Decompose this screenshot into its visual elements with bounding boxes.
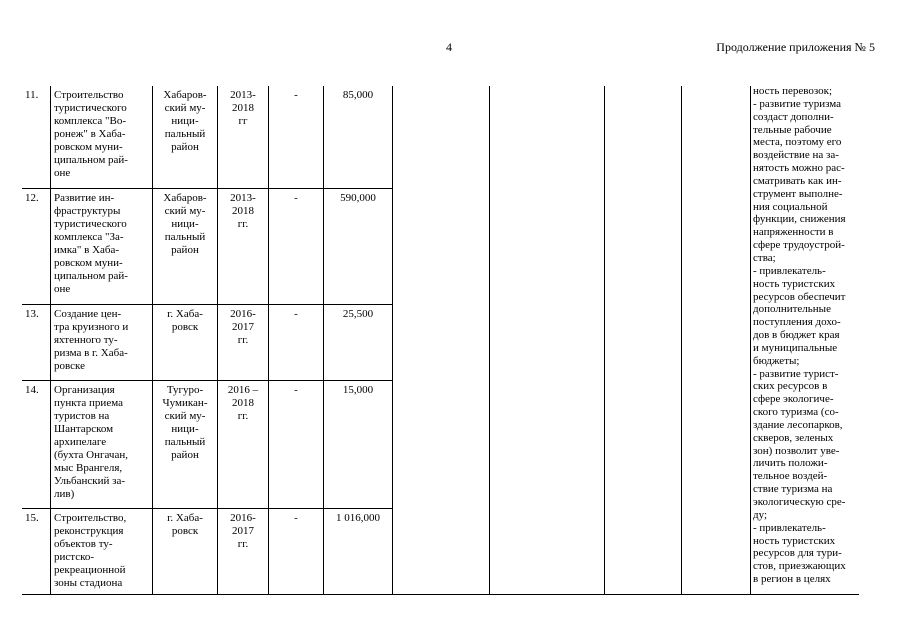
empty-cell	[682, 86, 751, 188]
empty-cell	[605, 380, 682, 508]
measure-name: Организация пункта приема туристов на Шантарском архипелаге (бухта Онгачан, мыс Врангеля, Ульбанский за- лив)	[51, 380, 153, 508]
measure-name: Строительство туристического комплекса "Во- ронеж" в Хаба- ровском муни- ципальном рай- оне	[51, 86, 153, 188]
empty-cell	[605, 86, 682, 188]
measure-cost: 590,000	[324, 188, 393, 304]
measure-years: 2016- 2017 гг.	[218, 508, 269, 594]
measure-years: 2013- 2018 гг.	[218, 188, 269, 304]
table-row	[22, 188, 859, 304]
empty-cell	[393, 188, 490, 304]
measure-dash: -	[269, 188, 324, 304]
empty-cell	[682, 188, 751, 304]
measure-place: г. Хаба- ровск	[153, 304, 218, 380]
measure-name: Развитие ин- фраструктуры туристического комплекса "За- имка" в Хаба- ровском муни- ципальном рай- оне	[51, 188, 153, 304]
empty-cell	[490, 86, 605, 188]
empty-cell	[490, 304, 605, 380]
row-number: 14.	[22, 380, 51, 508]
measure-place: Хабаров- ский му- ници- пальный район	[153, 86, 218, 188]
empty-cell	[605, 508, 682, 594]
measure-name: Создание цен- тра круизного и яхтенного ту- ризма в г. Хаба- ровске	[51, 304, 153, 380]
measure-cost: 85,000	[324, 86, 393, 188]
empty-cell	[393, 304, 490, 380]
empty-cell	[490, 508, 605, 594]
continuation-label: Продолжение приложения № 5	[716, 40, 875, 54]
measure-dash: -	[269, 304, 324, 380]
empty-cell	[682, 508, 751, 594]
table-row	[22, 508, 859, 594]
measure-place: Тугуро- Чумикан- ский му- ници- пальный район	[153, 380, 218, 508]
measure-years: 2013- 2018 гг	[218, 86, 269, 188]
measure-years: 2016- 2017 гг.	[218, 304, 269, 380]
row-number: 13.	[22, 304, 51, 380]
measure-cost: 25,500	[324, 304, 393, 380]
empty-cell	[393, 86, 490, 188]
measure-place: Хабаров- ский му- ници- пальный район	[153, 188, 218, 304]
page-number: 4	[446, 40, 452, 54]
table-row	[22, 380, 859, 508]
measure-dash: -	[269, 86, 324, 188]
empty-cell	[393, 508, 490, 594]
measure-years: 2016 – 2018 гг.	[218, 380, 269, 508]
empty-cell	[682, 380, 751, 508]
measure-name: Строительство, реконструкция объектов ту- ристско- рекреационной зоны стадиона	[51, 508, 153, 594]
measures-table	[22, 86, 859, 595]
measure-dash: -	[269, 508, 324, 594]
empty-cell	[490, 380, 605, 508]
empty-cell	[682, 304, 751, 380]
table-row	[22, 86, 859, 188]
empty-cell	[605, 188, 682, 304]
row-number: 11.	[22, 86, 51, 188]
table-row	[22, 304, 859, 380]
empty-cell	[605, 304, 682, 380]
empty-cell	[393, 380, 490, 508]
row-number: 12.	[22, 188, 51, 304]
row-number: 15.	[22, 508, 51, 594]
measure-place: г. Хаба- ровск	[153, 508, 218, 594]
measure-cost: 1 016,000	[324, 508, 393, 594]
effect-text: ность перевозок; - развитие туризма создаст дополни- тельные рабочие места, поэтому его воздействие на за- нятость можно рас- сматривать как ин- струмент выполне- ния социальной функции, снижения напряженности в сфере трудоустрой- ства; - привлекатель- ность туристских ресурсов обеспечит дополнительные поступления дохо- дов в бюджет края и муниципальные бюджеты; - развитие турист- ских ресурсов в сфере экологиче- ского туризма (со- здание лесопарков, скверов, зеленых зон) позволит уве- личить положи- тельное воздей- ствие туризма на экологическую сре- ду; - привлекатель- ность туристских ресурсов для тури- стов, приезжающих в регион в целях	[753, 85, 846, 586]
effect-description	[751, 86, 860, 594]
empty-cell	[490, 188, 605, 304]
measure-dash: -	[269, 380, 324, 508]
measure-cost: 15,000	[324, 380, 393, 508]
